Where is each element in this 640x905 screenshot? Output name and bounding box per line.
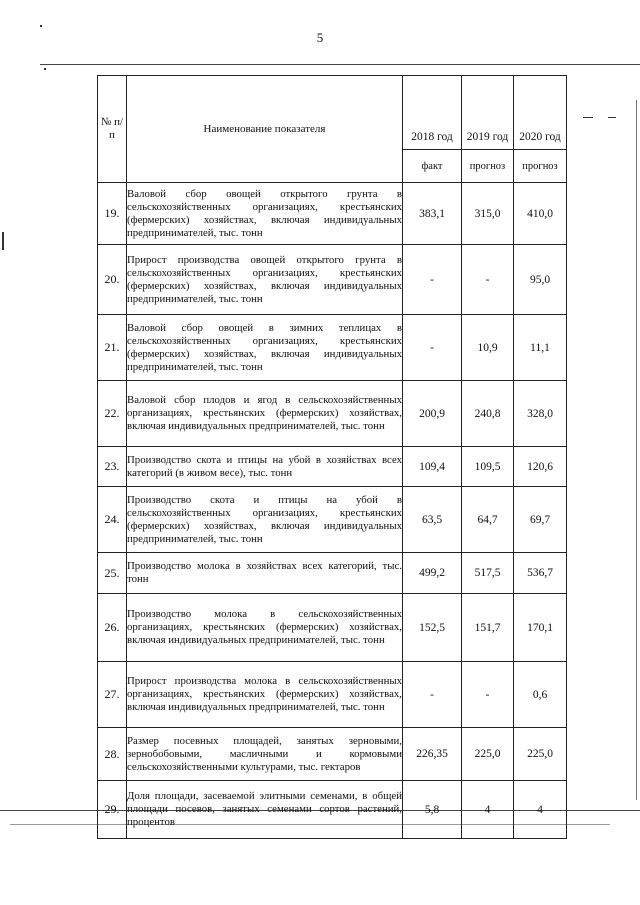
table-row <box>98 447 567 487</box>
table-row <box>98 594 567 662</box>
scan-mark <box>44 68 46 70</box>
row-number: 25. <box>98 553 127 594</box>
row-number: 22. <box>98 381 127 447</box>
table-row <box>98 381 567 447</box>
row-value-2020: 410,0 <box>514 183 567 245</box>
row-number: 29. <box>98 781 127 839</box>
row-value-2020: 225,0 <box>514 728 567 781</box>
header-sub-2019: прогноз <box>462 150 514 183</box>
row-value-2019: 10,9 <box>462 315 514 381</box>
page-number: 5 <box>316 30 324 45</box>
row-value-2020: 69,7 <box>514 487 567 553</box>
row-indicator-name: Валовой сбор плодов и ягод в сельскохозяйственных организациях, крестьянских (фермерских) хозяйствах, включая индивидуальных предпринимателей, тыс. тонн <box>127 381 403 447</box>
row-indicator-name: Доля площади, засеваемой элитными семенами, в общей площади посевов, занятых семенами сортов растений, процентов <box>127 781 403 839</box>
row-number: 19. <box>98 183 127 245</box>
header-sub-2020: прогноз <box>514 150 567 183</box>
scan-mark <box>636 100 637 800</box>
row-value-2019: 225,0 <box>462 728 514 781</box>
table-row <box>98 781 567 839</box>
scan-mark <box>583 117 593 118</box>
indicators-table <box>97 75 567 839</box>
row-indicator-name: Производство скота и птицы на убой в сельскохозяйственных организациях, крестьянских (фермерских) хозяйствах, включая индивидуальных предпринимателей, тыс. тонн <box>127 487 403 553</box>
row-value-2020: 4 <box>514 781 567 839</box>
row-indicator-name: Производство скота и птицы на убой в хозяйствах всех категорий (в живом весе), тыс. тонн <box>127 447 403 487</box>
scan-mark <box>40 25 42 27</box>
header-sub-2018: факт <box>403 150 462 183</box>
row-value-2018: 226,35 <box>403 728 462 781</box>
row-number: 24. <box>98 487 127 553</box>
row-value-2020: 95,0 <box>514 245 567 315</box>
scan-mark <box>2 232 4 250</box>
scan-mark <box>608 117 616 118</box>
table-row <box>98 487 567 553</box>
row-value-2018: 63,5 <box>403 487 462 553</box>
row-value-2018: 383,1 <box>403 183 462 245</box>
header-year-2020: 2020 год <box>514 76 567 150</box>
row-value-2020: 120,6 <box>514 447 567 487</box>
table-row <box>98 728 567 781</box>
row-indicator-name: Производство молока в хозяйствах всех категорий, тыс. тонн <box>127 553 403 594</box>
row-number: 28. <box>98 728 127 781</box>
row-value-2019: 109,5 <box>462 447 514 487</box>
row-indicator-name: Размер посевных площадей, занятых зерновыми, зернобобовыми, масличными и кормовыми сельскохозяйственными культурами, тыс. гектаров <box>127 728 403 781</box>
row-value-2018: - <box>403 315 462 381</box>
table-row <box>98 245 567 315</box>
row-number: 23. <box>98 447 127 487</box>
row-number: 27. <box>98 662 127 728</box>
header-year-2018: 2018 год <box>403 76 462 150</box>
row-value-2018: 5,8 <box>403 781 462 839</box>
header-number: № п/п <box>98 76 127 183</box>
table-row <box>98 315 567 381</box>
row-value-2019: 517,5 <box>462 553 514 594</box>
row-value-2019: 64,7 <box>462 487 514 553</box>
row-value-2018: - <box>403 662 462 728</box>
row-indicator-name: Валовой сбор овощей открытого грунта в сельскохозяйственных организациях, крестьянских (фермерских) хозяйствах, включая индивидуальных предпринимателей, тыс. тонн <box>127 183 403 245</box>
header-name: Наименование показателя <box>127 76 403 183</box>
row-value-2019: 315,0 <box>462 183 514 245</box>
row-value-2020: 328,0 <box>514 381 567 447</box>
row-value-2020: 170,1 <box>514 594 567 662</box>
row-value-2019: - <box>462 245 514 315</box>
row-value-2019: 240,8 <box>462 381 514 447</box>
row-indicator-name: Прирост производства молока в сельскохозяйственных организациях, крестьянских (фермерских) хозяйствах, включая индивидуальных предпринимателей, тыс. тонн <box>127 662 403 728</box>
row-number: 21. <box>98 315 127 381</box>
row-value-2018: 200,9 <box>403 381 462 447</box>
row-value-2019: 151,7 <box>462 594 514 662</box>
row-value-2018: 109,4 <box>403 447 462 487</box>
table-row <box>98 183 567 245</box>
row-number: 20. <box>98 245 127 315</box>
scan-rule-top <box>40 64 640 65</box>
row-value-2019: - <box>462 662 514 728</box>
table-row <box>98 662 567 728</box>
row-indicator-name: Валовой сбор овощей в зимних теплицах в сельскохозяйственных организациях, крестьянских (фермерских) хозяйствах, включая индивидуальных предпринимателей, тыс. тонн <box>127 315 403 381</box>
row-number: 26. <box>98 594 127 662</box>
row-value-2018: 152,5 <box>403 594 462 662</box>
row-value-2020: 0,6 <box>514 662 567 728</box>
row-value-2019: 4 <box>462 781 514 839</box>
row-value-2020: 11,1 <box>514 315 567 381</box>
row-indicator-name: Прирост производства овощей открытого грунта в сельскохозяйственных организациях, крестьянских (фермерских) хозяйствах, включая индивидуальных предпринимателей, тыс. тонн <box>127 245 403 315</box>
row-value-2018: 499,2 <box>403 553 462 594</box>
table-row <box>98 553 567 594</box>
row-value-2018: - <box>403 245 462 315</box>
row-indicator-name: Производство молока в сельскохозяйственных организациях, крестьянских (фермерских) хозяйствах, включая индивидуальных предпринимателей, тыс. тонн <box>127 594 403 662</box>
header-year-2019: 2019 год <box>462 76 514 150</box>
row-value-2020: 536,7 <box>514 553 567 594</box>
